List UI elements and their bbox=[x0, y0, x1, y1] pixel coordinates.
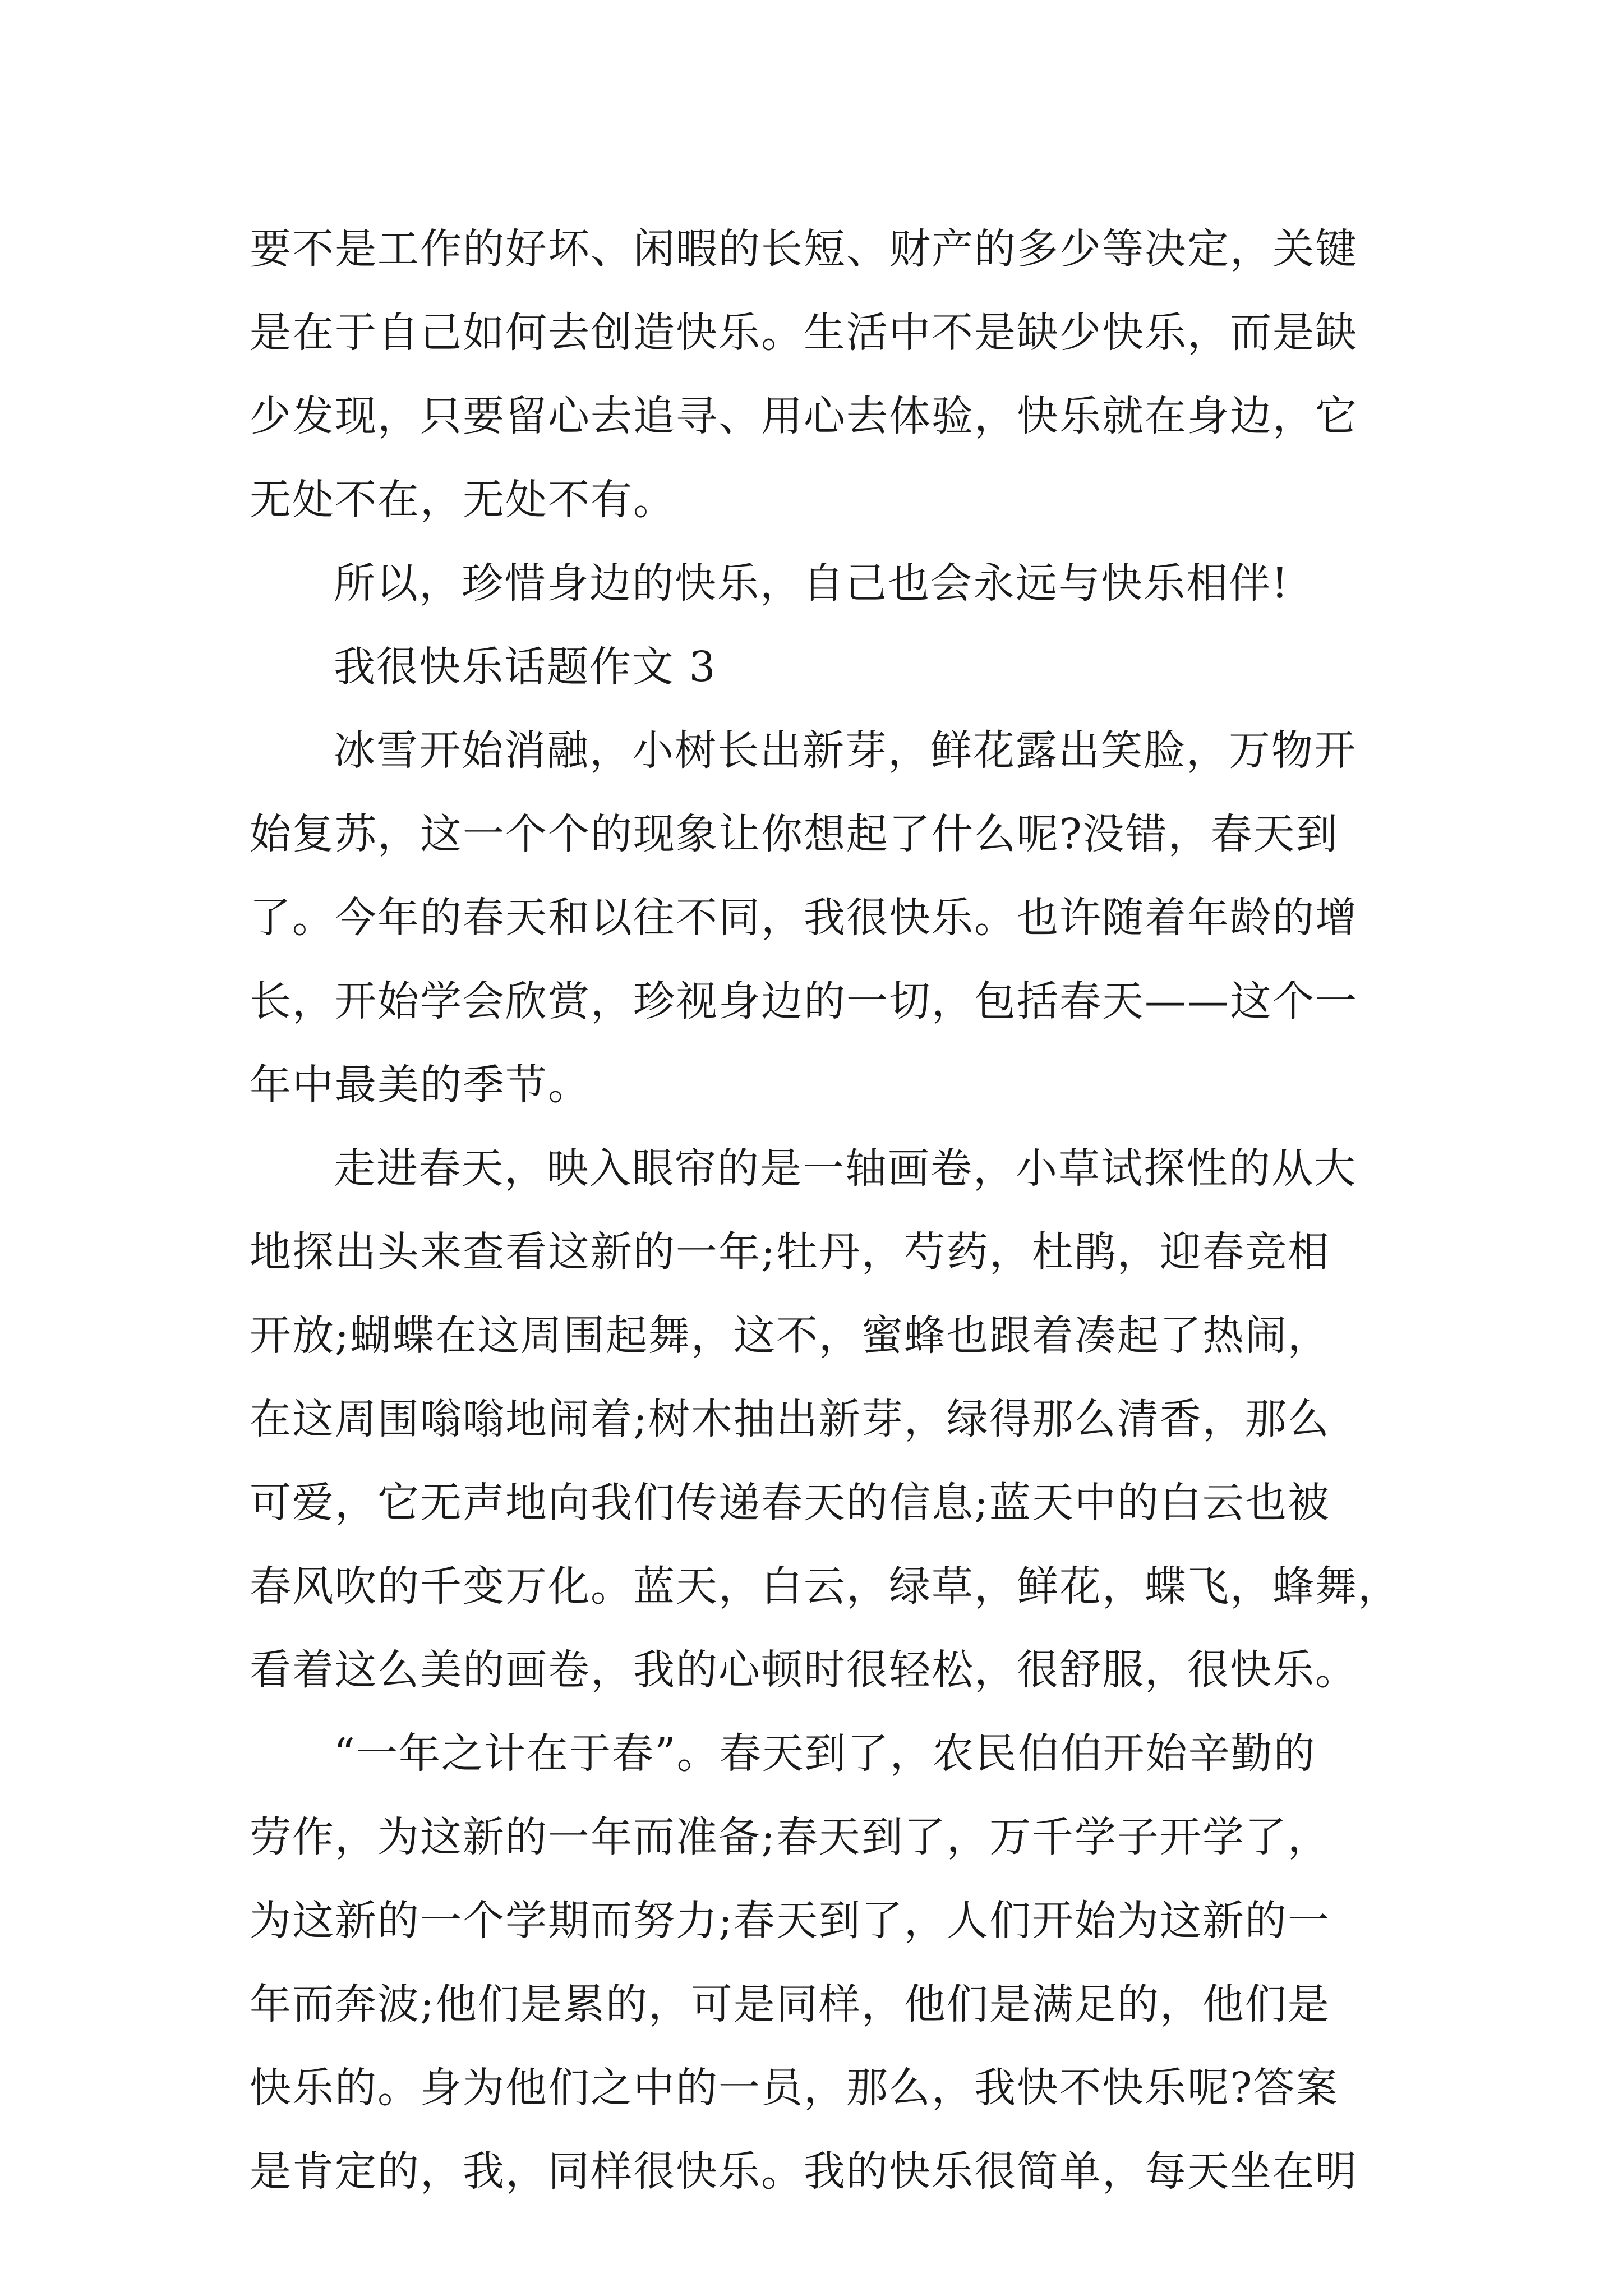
text-line: 年而奔波;他们是累的，可是同样，他们是满足的，他们是 bbox=[250, 1980, 1330, 2028]
text-line: 了。今年的春天和以往不同，我很快乐。也许随着年龄的增 bbox=[250, 894, 1358, 942]
text-line: 可爱，它无声地向我们传递春天的信息;蓝天中的白云也被 bbox=[250, 1479, 1330, 1527]
text-line: 在这周围嗡嗡地闹着;树木抽出新芽，绿得那么清香，那么 bbox=[250, 1395, 1330, 1443]
paragraph bbox=[250, 542, 1374, 625]
text-line: 地探出头来查看这新的一年;牡丹，芍药，杜鹃，迎春竞相 bbox=[250, 1228, 1330, 1276]
text-line: 开放;蝴蝶在这周围起舞，这不，蜜蜂也跟着凑起了热闹， bbox=[250, 1312, 1330, 1360]
text-line: 要不是工作的好坏、闲暇的长短、财产的多少等决定，关键 bbox=[250, 225, 1358, 273]
text-line: 始复苏，这一个个的现象让你想起了什么呢?没错，春天到 bbox=[250, 810, 1339, 858]
text-line: 无处不在，无处不有。 bbox=[250, 476, 676, 524]
document-page bbox=[250, 208, 1400, 2214]
section-title: 我很快乐话题作文 3 bbox=[334, 643, 717, 691]
text-line: 为这新的一个学期而努力;春天到了，人们开始为这新的一 bbox=[250, 1897, 1330, 1945]
text-line: 年中最美的季节。 bbox=[250, 1061, 591, 1109]
text-line: 是肯定的，我，同样很快乐。我的快乐很简单，每天坐在明 bbox=[250, 2147, 1358, 2196]
text-line: 少发现，只要留心去追寻、用心去体验，快乐就在身边，它 bbox=[250, 392, 1358, 440]
text-line: 所以，珍惜身边的快乐，自己也会永远与快乐相伴! bbox=[334, 559, 1289, 608]
text-line: 长，开始学会欣赏，珍视身边的一切，包括春天——这个一 bbox=[250, 977, 1358, 1025]
paragraph bbox=[250, 709, 1374, 1127]
text-line: 劳作，为这新的一年而准备;春天到了，万千学子开学了， bbox=[250, 1813, 1330, 1861]
paragraph bbox=[250, 1127, 1400, 1712]
paragraph bbox=[250, 1712, 1374, 2214]
text-line: 是在于自己如何去创造快乐。生活中不是缺少快乐，而是缺 bbox=[250, 309, 1358, 357]
text-line: “一年之计在于春”。春天到了，农民伯伯开始辛勤的 bbox=[334, 1729, 1316, 1778]
text-line: 春风吹的千变万化。蓝天，白云，绿草，鲜花，蝶飞，蜂舞， bbox=[250, 1562, 1400, 1611]
text-line: 看着这么美的画卷，我的心顿时很轻松，很舒服，很快乐。 bbox=[250, 1646, 1358, 1694]
text-line: 快乐的。身为他们之中的一员，那么，我快不快乐呢?答案 bbox=[250, 2064, 1339, 2112]
section-heading bbox=[250, 625, 1374, 709]
paragraph bbox=[250, 208, 1374, 542]
text-line: 走进春天，映入眼帘的是一轴画卷，小草试探性的从大 bbox=[334, 1144, 1357, 1193]
text-line: 冰雪开始消融，小树长出新芽，鲜花露出笑脸，万物开 bbox=[334, 726, 1357, 775]
